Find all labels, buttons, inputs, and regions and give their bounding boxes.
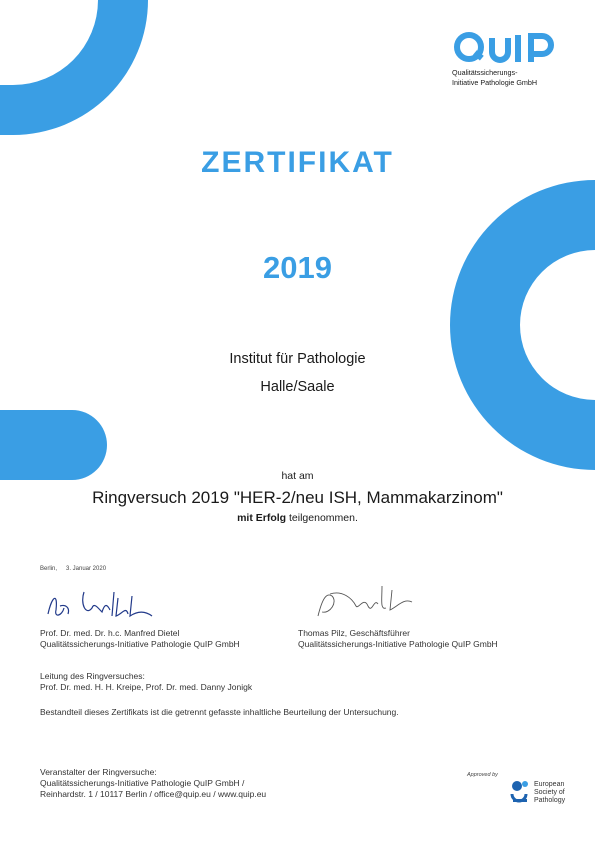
- footer-line1: Veranstalter der Ringversuche:: [40, 767, 157, 777]
- intro-text: hat am: [281, 470, 314, 482]
- quip-logo-mark: [452, 30, 570, 68]
- certificate-note: Bestandteil dieses Zertifikats ist die getrennt gefasste inhaltliche Beurteilung der Untersuchung.: [40, 707, 399, 717]
- leadership-label: Leitung des Ringversuches:: [40, 671, 145, 681]
- signature-left: [40, 586, 170, 626]
- leadership-names: Prof. Dr. med. H. H. Kreipe, Prof. Dr. med. Danny Jonigk: [40, 682, 253, 692]
- place: Berlin,: [40, 566, 58, 572]
- esp-line1: European: [534, 781, 565, 788]
- ring-trial-title: Ringversuch 2019 "HER-2/neu ISH, Mammakarzinom": [92, 488, 503, 507]
- footer-line3: Reinhardstr. 1 / 10117 Berlin / office@quip.eu / www.quip.eu: [40, 789, 267, 799]
- institution-city: Halle/Saale: [260, 379, 335, 395]
- arc-top-left: [0, 0, 148, 135]
- footer-line2: Qualitätssicherungs-Initiative Pathologie QuIP GmbH /: [40, 778, 245, 788]
- logo-subtitle-1: Qualitätssicherungs-: [452, 68, 518, 77]
- signer-left-org: Qualitätssicherungs-Initiative Pathologie QuIP GmbH: [40, 639, 240, 649]
- ring-right: [450, 180, 595, 470]
- institution-name: Institut für Pathologie: [229, 351, 366, 367]
- result-bold: mit Erfolg: [237, 512, 287, 524]
- esp-approved: Approved by: [467, 772, 498, 778]
- esp-logo-icon: [510, 778, 532, 806]
- signer-left-name: Prof. Dr. med. Dr. h.c. Manfred Dietel: [40, 628, 180, 638]
- certificate-year: 2019: [263, 250, 332, 285]
- certificate-title: ZERTIFIKAT: [201, 146, 394, 179]
- esp-line3: Pathology: [534, 797, 566, 804]
- quip-logo: [452, 30, 572, 110]
- signer-right-org: Qualitätssicherungs-Initiative Pathologie QuIP GmbH: [298, 639, 498, 649]
- result-text: [0, 512, 595, 524]
- date: 3. Januar 2020: [66, 566, 107, 572]
- esp-line2: Society of: [534, 789, 565, 796]
- result-rest: teilgenommen.: [286, 512, 358, 524]
- logo-subtitle-2: Initiative Pathologie GmbH: [452, 78, 538, 87]
- signature-right: [312, 580, 422, 622]
- signer-right-name: Thomas Pilz, Geschäftsführer: [298, 628, 410, 638]
